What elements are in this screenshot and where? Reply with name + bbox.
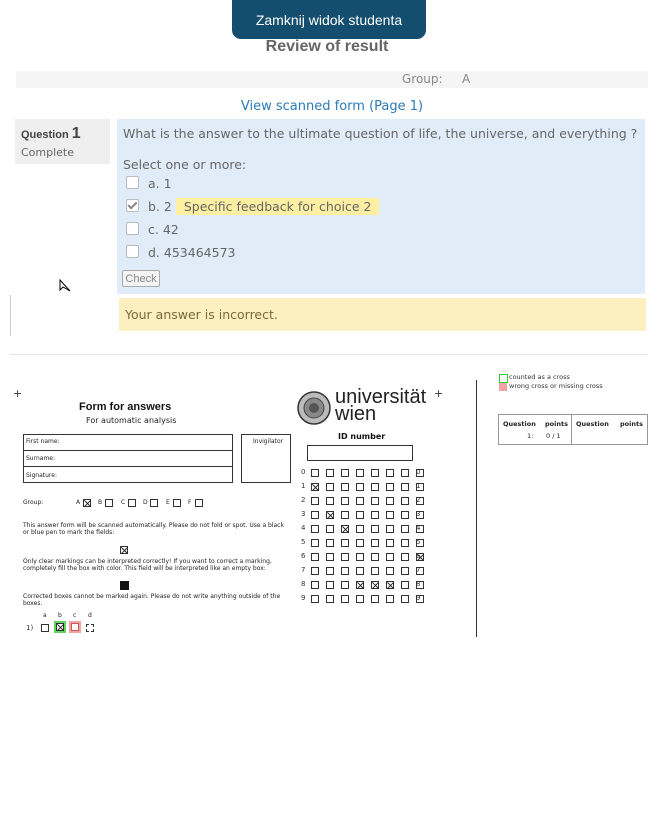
form-subtitle: For automatic analysis — [86, 416, 177, 425]
id-digit-box — [401, 525, 409, 533]
points-table — [498, 414, 648, 445]
id-digit-box — [401, 497, 409, 505]
id-digit-box — [326, 567, 334, 575]
id-digit-label: 5 — [301, 538, 306, 546]
group-option-f: F — [188, 499, 192, 506]
id-number-field — [307, 445, 413, 461]
id-digit-box — [356, 581, 364, 589]
id-digit-box — [371, 525, 379, 533]
question-info — [15, 119, 110, 164]
first-name-label: First name: — [26, 438, 60, 445]
table-cell: 0 / 1 — [546, 432, 561, 440]
id-digit-box — [341, 511, 349, 519]
id-digit-box — [371, 497, 379, 505]
id-digit-label: 1 — [301, 482, 306, 490]
form-group-label: Group: — [23, 499, 44, 506]
answer-letter: c — [73, 612, 77, 619]
id-digit-box — [356, 483, 364, 491]
id-digit-box — [326, 539, 334, 547]
check-button[interactable]: Check — [122, 270, 160, 287]
id-digit-label: 7 — [301, 566, 306, 574]
answer-option-c[interactable]: c. 42 — [126, 222, 179, 240]
id-digit-label: 4 — [416, 524, 421, 532]
group-bar — [16, 71, 648, 88]
id-digit-box — [311, 483, 319, 491]
university-seal-icon — [296, 390, 332, 426]
legend-pink-box — [499, 383, 507, 391]
id-digit-box — [341, 581, 349, 589]
table-header: points — [545, 420, 568, 428]
separator — [10, 354, 648, 355]
divider — [10, 295, 11, 336]
university-logo-text — [335, 386, 427, 425]
example-filled-box — [120, 581, 129, 590]
id-digit-box — [386, 595, 394, 603]
id-digit-box — [341, 539, 349, 547]
id-digit-box — [311, 553, 319, 561]
id-digit-box — [401, 511, 409, 519]
id-number-label: ID number — [338, 432, 386, 441]
group-value: A — [462, 72, 471, 86]
group-option-e: E — [166, 499, 170, 506]
id-digit-box — [386, 539, 394, 547]
table-header: Question — [576, 420, 609, 428]
id-digit-box — [401, 567, 409, 575]
id-digit-label: 5 — [416, 538, 421, 546]
id-digit-box — [356, 497, 364, 505]
id-digit-box — [401, 539, 409, 547]
university-line1: universität — [335, 386, 427, 408]
id-digit-box — [326, 553, 334, 561]
id-digit-box — [386, 567, 394, 575]
id-digit-label: 0 — [301, 468, 306, 476]
id-digit-box — [341, 595, 349, 603]
id-digit-box — [386, 525, 394, 533]
surname-label: Surname: — [26, 455, 56, 462]
answer-letter: d — [88, 612, 92, 619]
outcome-feedback: Your answer is incorrect. — [119, 298, 646, 331]
id-digit-box — [326, 595, 334, 603]
answer-box-b — [56, 623, 64, 631]
group-box-a — [83, 499, 91, 507]
id-digit-box — [401, 553, 409, 561]
id-digit-box — [326, 511, 334, 519]
id-digit-box — [356, 553, 364, 561]
name-fields-box — [23, 434, 233, 483]
id-digit-box — [326, 581, 334, 589]
id-digit-box — [386, 511, 394, 519]
id-digit-box — [341, 483, 349, 491]
table-header: Question — [503, 420, 536, 428]
legend-wrong: wrong cross or missing cross — [509, 382, 603, 390]
view-scanned-form-link[interactable]: View scanned form (Page 1) — [240, 99, 424, 114]
id-digit-box — [311, 469, 319, 477]
id-digit-box — [386, 553, 394, 561]
university-line2: wien — [335, 403, 377, 425]
question-number: Question 1 — [21, 125, 81, 142]
scanned-form-image — [0, 362, 654, 652]
id-digit-box — [341, 525, 349, 533]
table-cell: 1: — [527, 432, 534, 440]
answer-letter: a — [43, 612, 47, 619]
id-digit-label: 9 — [301, 594, 306, 602]
id-digit-label: 2 — [416, 496, 421, 504]
id-digit-box — [401, 595, 409, 603]
form-divider — [476, 380, 477, 637]
registration-mark: + — [13, 387, 23, 400]
id-digit-label: 8 — [301, 580, 306, 588]
id-digit-box — [356, 469, 364, 477]
id-digit-label: 4 — [301, 524, 306, 532]
id-digit-box — [386, 497, 394, 505]
group-box-f — [195, 499, 203, 507]
id-digit-box — [371, 539, 379, 547]
example-cross-box — [120, 546, 128, 554]
answer-option-d[interactable]: d. 453464573 — [126, 245, 235, 263]
id-digit-box — [386, 483, 394, 491]
id-digit-box — [341, 497, 349, 505]
group-box-c — [128, 499, 136, 507]
id-digit-label: 9 — [416, 594, 421, 602]
id-digit-label: 6 — [416, 552, 421, 560]
id-digit-box — [311, 497, 319, 505]
checkbox[interactable] — [126, 176, 139, 189]
id-digit-box — [341, 553, 349, 561]
signature-label: Signature: — [26, 472, 57, 479]
id-digit-box — [356, 595, 364, 603]
group-box-b — [105, 499, 113, 507]
answer-box-d — [86, 624, 94, 632]
question-state: Complete — [21, 146, 75, 159]
question-text: What is the answer to the ultimate question of life, the universe, and everything ? — [123, 126, 638, 141]
group-option-d: D — [143, 499, 148, 506]
id-digit-box — [371, 469, 379, 477]
id-digit-box — [311, 595, 319, 603]
id-digit-box — [371, 567, 379, 575]
answer-box-a — [41, 624, 49, 632]
mouse-cursor-icon — [59, 279, 73, 293]
id-digit-box — [326, 469, 334, 477]
answer-option-b[interactable]: b. 2 Specific feedback for choice 2 — [126, 199, 379, 217]
answer-box-c — [71, 623, 79, 631]
id-digit-box — [371, 553, 379, 561]
table-header: points — [620, 420, 643, 428]
id-digit-label: 2 — [301, 496, 306, 504]
id-digit-box — [401, 483, 409, 491]
id-digit-box — [371, 581, 379, 589]
id-digit-box — [311, 511, 319, 519]
group-box-d — [150, 499, 158, 507]
id-digit-label: 3 — [301, 510, 306, 518]
instruction-text: Only clear markings can be interpreted correctly! If you want to correct a marking, completely fill the box with color. This field will be interpreted like an empty box: — [23, 558, 272, 572]
close-student-view-button[interactable]: Zamknij widok studenta — [232, 0, 426, 39]
legend-green-box — [499, 374, 508, 383]
id-digit-box — [311, 581, 319, 589]
id-digit-box — [356, 525, 364, 533]
id-digit-box — [311, 539, 319, 547]
id-digit-box — [386, 581, 394, 589]
question-content — [117, 119, 645, 294]
answer-letter: b — [58, 612, 62, 619]
id-digit-box — [326, 525, 334, 533]
legend-counted: counted as a cross — [509, 373, 570, 381]
invigilator-label: Invigilator — [253, 438, 284, 445]
group-box-e — [173, 499, 181, 507]
id-digit-label: 6 — [301, 552, 306, 560]
id-digit-box — [386, 469, 394, 477]
answer-prompt: Select one or more: — [123, 157, 247, 172]
id-digit-box — [371, 511, 379, 519]
answer-row-label: 1) — [26, 624, 34, 632]
instruction-text: Corrected boxes cannot be marked again. Please do not write anything outside of the boxes. — [23, 593, 281, 607]
id-digit-box — [371, 483, 379, 491]
checkbox-checked[interactable] — [126, 199, 139, 212]
id-digit-label: 0 — [416, 468, 421, 476]
invigilator-box — [241, 434, 291, 483]
checkbox[interactable] — [126, 222, 139, 235]
id-digit-box — [401, 469, 409, 477]
id-digit-label: 7 — [416, 566, 421, 574]
option-feedback: Specific feedback for choice 2 — [176, 198, 380, 215]
id-digit-box — [371, 595, 379, 603]
id-digit-box — [341, 567, 349, 575]
answer-option-a[interactable]: a. 1 — [126, 176, 172, 194]
id-digit-label: 1 — [416, 482, 421, 490]
id-digit-box — [311, 525, 319, 533]
id-digit-box — [356, 511, 364, 519]
group-option-b: B — [98, 499, 103, 506]
id-digit-box — [356, 539, 364, 547]
id-digit-label: 3 — [416, 510, 421, 518]
id-digit-box — [311, 567, 319, 575]
id-digit-box — [326, 483, 334, 491]
id-digit-box — [326, 497, 334, 505]
id-digit-box — [341, 469, 349, 477]
group-option-c: C — [121, 499, 126, 506]
id-digit-box — [401, 581, 409, 589]
group-option-a: A — [76, 499, 81, 506]
checkbox[interactable] — [126, 245, 139, 258]
form-title: Form for answers — [79, 401, 172, 413]
instruction-text: This answer form will be scanned automatically. Please do not fold or spot. Use a black or blue pen to mark the fields: — [23, 522, 284, 536]
group-label: Group: — [402, 72, 443, 86]
page-title: Review of result — [265, 38, 389, 55]
id-digit-box — [356, 567, 364, 575]
id-digit-label: 8 — [416, 580, 421, 588]
registration-mark: + — [434, 387, 444, 400]
